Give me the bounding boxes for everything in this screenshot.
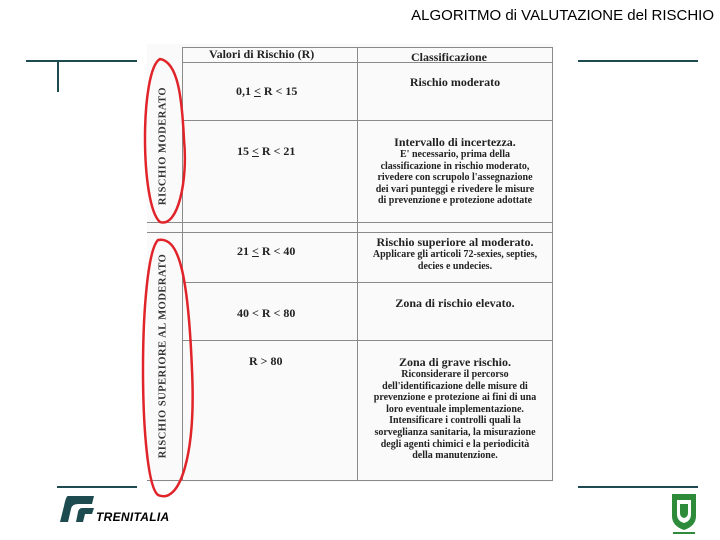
classification-cell: Zona di grave rischio. Riconsiderare il percorso dell'identificazione delle misure di prevenzione e protezione ai fini di una loro eventuale implementazione. Intensificare i controlli quali la sorveglianza sanitaria, la misurazione degli agenti chimici e la periodicità della manutenzione.	[373, 355, 537, 462]
top-left-tick	[57, 62, 59, 92]
group-label-above-moderate: RISCHIO SUPERIORE AL MODERATO	[157, 253, 169, 459]
risk-range: 15 < R < 21	[237, 144, 296, 158]
bottom-right-rule	[578, 486, 698, 488]
bottom-left-rule	[57, 486, 137, 488]
table-line	[147, 232, 553, 233]
top-left-rule	[26, 60, 137, 62]
header-classification: Classificazione	[411, 50, 487, 64]
risk-range: 0,1 < R < 15	[236, 84, 298, 98]
header-risk-values: Valori di Rischio (R)	[209, 47, 315, 61]
crest-logo-icon	[669, 492, 699, 536]
risk-range: 40 < R < 80	[237, 306, 296, 320]
risk-range: R > 80	[249, 354, 283, 368]
table-line	[182, 120, 553, 121]
top-right-rule	[578, 60, 698, 62]
slide-title: ALGORITMO di VALUTAZIONE del RISCHIO	[411, 7, 714, 24]
table-line	[182, 340, 553, 341]
table-line	[147, 222, 553, 223]
table-line	[182, 282, 553, 283]
group-label-moderate: RISCHIO MODERATO	[157, 86, 169, 206]
table-line	[182, 62, 553, 63]
classification-cell: Zona di rischio elevato.	[395, 296, 515, 310]
risk-range: 21 < R < 40	[237, 244, 296, 258]
classification-cell: Intervallo di incertezza. E' necessario, prima della classificazione in rischio moderato, rivedere con scrupolo l'assegnazione dei vari punteggi e rivedere le misure di prevenzione e protezione adottate	[375, 135, 535, 207]
classification-cell: Rischio superiore al moderato. Applicare gli articoli 72-sexies, septies, decies e undecies.	[372, 235, 538, 272]
trenitalia-logo-icon	[58, 492, 98, 526]
trenitalia-brand-text: TRENITALIA	[96, 510, 170, 524]
classification-cell: Rischio moderato	[409, 75, 501, 89]
table-line	[182, 47, 183, 480]
table-line	[147, 480, 553, 481]
